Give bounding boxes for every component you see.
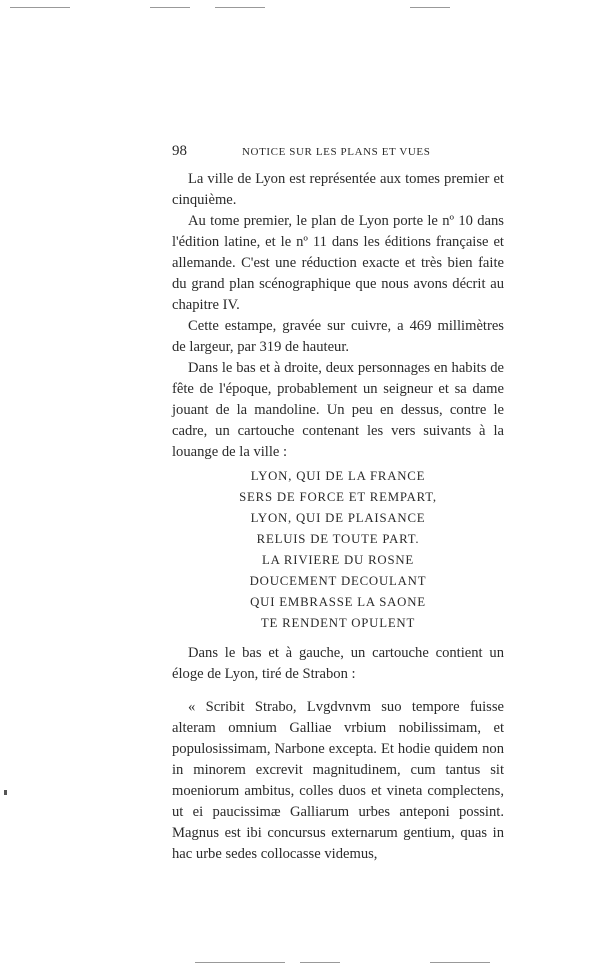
paragraph: Au tome premier, le plan de Lyon porte le nº 10 dans l'édition latine, et le nº 11 dans les éditions française et allemande. C'est une réduction exacte et très bien faite du grand plan scénographique que nous avons décrit au chapitre IV. bbox=[172, 213, 504, 313]
verse-line: LA RIVIERE DU ROSNE bbox=[261, 553, 415, 567]
running-title: NOTICE SUR LES PLANS ET VUES bbox=[242, 146, 431, 158]
top-edge-mark bbox=[10, 7, 70, 8]
verse-line: SERS DE FORCE ET REMPART, bbox=[239, 490, 437, 504]
latin-quotation: « Scribit Strabo, Lvgdvnvm suo tempore fuisse alteram omnium Galliae vrbium nobilissimam, et populosissimam, Narbone excepta. Et hodie quidem non in minorem excrevit magnitudinem, cum tantus sit moeniorum ambitus, colles duos et vineta complectens, ut ei paucissimæ Galliarum urbes anteponi possint. Magnus est ibi concursus externarum gentium, quas in hac urbe sedes collocasse videmus, bbox=[172, 699, 504, 862]
verse-line: RELUIS DE TOUTE PART. bbox=[256, 532, 420, 546]
bottom-edge-mark bbox=[430, 962, 490, 963]
bottom-edge-mark bbox=[300, 962, 340, 963]
top-edge-mark bbox=[410, 7, 450, 8]
verse-line: TE RENDENT OPULENT bbox=[260, 616, 416, 630]
top-edge-mark bbox=[215, 7, 265, 8]
paragraph: Cette estampe, gravée sur cuivre, a 469 millimètres de largeur, par 319 de hauteur. bbox=[172, 318, 504, 355]
paragraph: Dans le bas et à gauche, un cartouche contient un éloge de Lyon, tiré de Strabon : bbox=[172, 645, 504, 682]
margin-mark bbox=[4, 790, 7, 795]
verse-line: LYON, QUI DE LA FRANCE bbox=[250, 469, 426, 483]
body-text bbox=[172, 169, 504, 865]
verse-line: DOUCEMENT DECOULANT bbox=[249, 574, 427, 588]
verse-line: LYON, QUI DE PLAISANCE bbox=[250, 511, 426, 525]
verse-line: QUI EMBRASSE LA SAONE bbox=[250, 595, 426, 609]
running-header bbox=[172, 143, 504, 166]
page-number: 98 bbox=[172, 143, 187, 159]
top-edge-mark bbox=[150, 7, 190, 8]
bottom-edge-mark bbox=[195, 962, 285, 963]
paragraph: La ville de Lyon est représentée aux tomes premier et cinquième. bbox=[172, 171, 504, 208]
verse-block bbox=[172, 466, 504, 634]
paragraph: Dans le bas et à droite, deux personnages en habits de fête de l'époque, probablement un seigneur et sa dame jouant de la mandoline. Un peu en dessus, contre le cadre, un cartouche contenant les vers suivants à la louange de la ville : bbox=[172, 360, 504, 460]
